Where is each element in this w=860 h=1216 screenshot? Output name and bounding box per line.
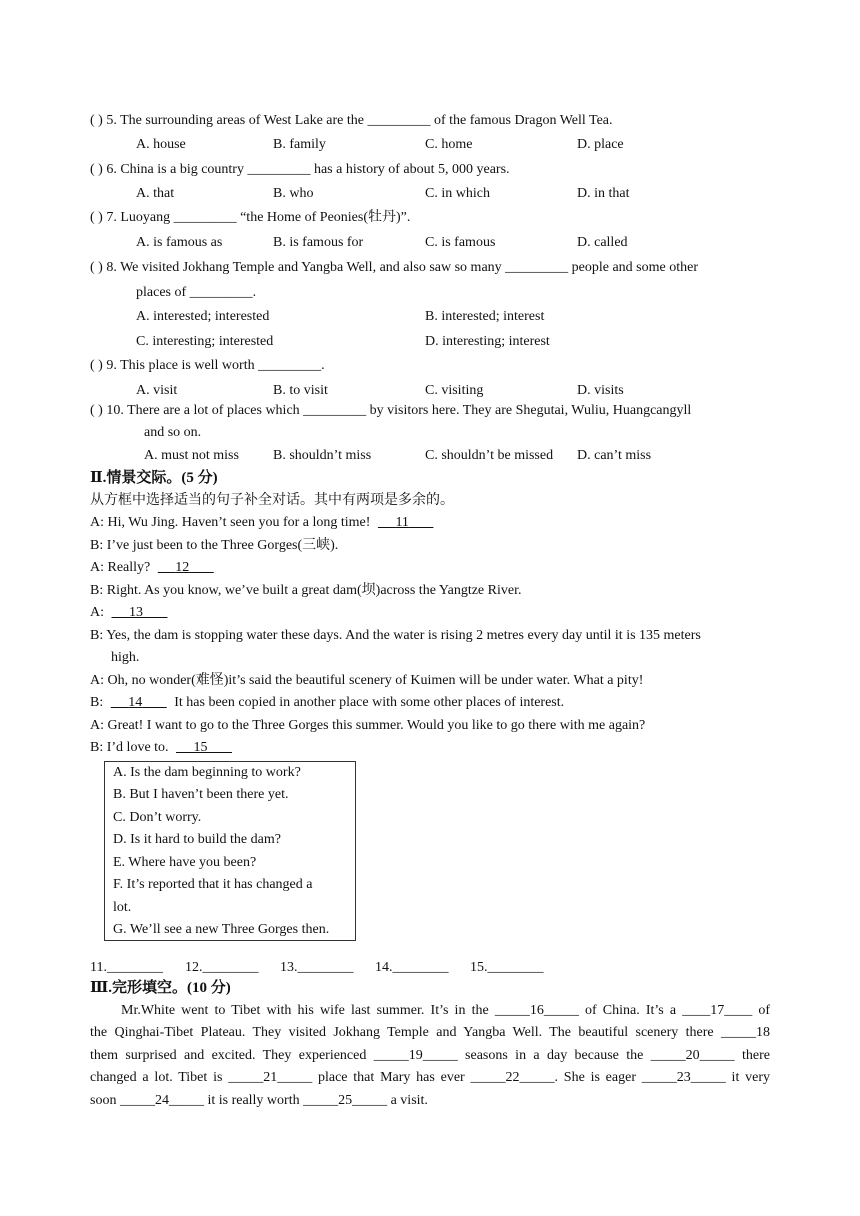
dialogue-line-6: B: Yes, the dam is stopping water these days. And the water is rising 2 metres every day until it is 135 meters [90,628,701,643]
dialogue-line-7: A: Oh, no wonder(难怪)it’s said the beautiful scenery of Kuimen will be under water. What a pity! [90,673,644,688]
q8-option-b: B. interested; interest [425,309,545,324]
dialogue-text: B: I’d love to. [90,740,169,755]
cloze-line-4: changed a lot. Tibet is _____21_____ place that Mary has ever _____22_____. She is eager _____23_____ it very [90,1070,770,1085]
dialogue-line-3 [90,559,218,577]
q7-option-a: A. is famous as [136,235,223,250]
q9-option-b: B. to visit [273,383,328,398]
blank-13: 13 [129,605,143,620]
q9-option-d: D. visits [577,383,624,398]
dialogue-text-after: It has been copied in another place with some other places of interest. [174,695,565,710]
section-2-instruction: 从方框中选择适当的句子补全对话。其中有两项是多余的。 [90,493,454,508]
question-9-stem: ( ) 9. This place is well worth _________. [90,358,325,373]
q7-option-b: B. is famous for [273,235,364,250]
q9-option-a: A. visit [136,383,178,398]
box-option-a: A. Is the dam beginning to work? [113,765,301,780]
q5-option-b: B. family [273,137,326,152]
q9-option-c: C. visiting [425,383,484,398]
dialogue-line-4: B: Right. As you know, we’ve built a great dam(坝)across the Yangtze River. [90,583,522,598]
dialogue-text: A: Really? [90,560,151,575]
q8-option-a: A. interested; interested [136,309,270,324]
answer-14: 14.________ [375,960,449,975]
answer-11: 11.________ [90,960,163,975]
dialogue-line-2: B: I’ve just been to the Three Gorges(三峡). [90,538,339,553]
question-10-stem-cont: and so on. [144,425,202,440]
box-option-e: E. Where have you been? [113,855,257,870]
cloze-line-5: soon _____24_____ it is really worth _____25_____ a visit. [90,1093,428,1108]
blank-12: 12 [175,560,190,575]
question-5-stem: ( ) 5. The surrounding areas of West Lake are the _________ of the famous Dragon Well Tea. [90,113,613,128]
box-option-g: G. We’ll see a new Three Gorges then. [113,922,330,937]
cloze-line-3: them surprised and excited. They experienced _____19_____ seasons in a day because the _____20_____ there [90,1048,770,1063]
question-8-stem-cont: places of _________. [136,285,257,300]
options-box [104,761,356,941]
dialogue-text: A: [90,605,104,620]
answer-15: 15.________ [470,960,544,975]
dialogue-text: B: [90,695,104,710]
box-option-f-cont: lot. [113,900,132,915]
q8-option-c: C. interesting; interested [136,334,274,349]
box-option-c: C. Don’t worry. [113,810,202,825]
q6-option-d: D. in that [577,186,630,201]
q10-option-a: A. must not miss [144,448,239,463]
question-6-stem: ( ) 6. China is a big country _________ has a history of about 5, 000 years. [90,162,510,177]
q10-option-b: B. shouldn’t miss [273,448,372,463]
box-option-d: D. Is it hard to build the dam? [113,832,281,847]
blank-15: 15 [193,740,208,755]
q6-option-c: C. in which [425,186,490,201]
answer-12: 12.________ [185,960,259,975]
q7-option-d: D. called [577,235,628,250]
cloze-line-2: the Qinghai-Tibet Plateau. They visited Jokhang Temple and Yangba Well. The beautiful scenery there _____18 [90,1025,770,1040]
dialogue-line-8 [90,694,564,712]
section-2-title: Ⅱ.情景交际。(5 分) [90,470,218,486]
dialogue-line-6-cont: high. [111,650,140,665]
dialogue-line-10 [90,739,236,757]
question-7-stem: ( ) 7. Luoyang _________ “the Home of Peonies(牡丹)”. [90,210,411,225]
q10-option-c: C. shouldn’t be missed [425,448,554,463]
q5-option-c: C. home [425,137,473,152]
q8-option-d: D. interesting; interest [425,334,550,349]
blank-14: 14 [128,695,143,710]
dialogue-line-9: A: Great! I want to go to the Three Gorges this summer. Would you like to go there with me again? [90,718,646,733]
cloze-line-1: Mr.White went to Tibet with his wife last summer. It’s in the _____16_____ of China. It’s a ____17____ of [121,1003,770,1018]
answer-13: 13.________ [280,960,354,975]
q5-option-d: D. place [577,137,624,152]
q5-option-a: A. house [136,137,186,152]
question-10-stem: ( ) 10. There are a lot of places which _________ by visitors here. They are Shegutai, Wuliu, Huangcangyll [90,403,692,418]
dialogue-text: A: Hi, Wu Jing. Haven’t seen you for a long time! [90,515,371,530]
q6-option-a: A. that [136,186,175,201]
box-option-b: B. But I haven’t been there yet. [113,787,289,802]
question-8-stem: ( ) 8. We visited Jokhang Temple and Yangba Well, and also saw so many _________ people and some other [90,260,699,275]
dialogue-line-1 [90,514,437,532]
q7-option-c: C. is famous [425,235,496,250]
dialogue-line-5 [90,604,172,622]
blank-11: 11 [395,515,409,530]
q6-option-b: B. who [273,186,314,201]
q10-option-d: D. can’t miss [577,448,652,463]
section-3-title: Ⅲ.完形填空。(10 分) [90,980,231,996]
box-option-f: F. It’s reported that it has changed a [113,877,313,892]
